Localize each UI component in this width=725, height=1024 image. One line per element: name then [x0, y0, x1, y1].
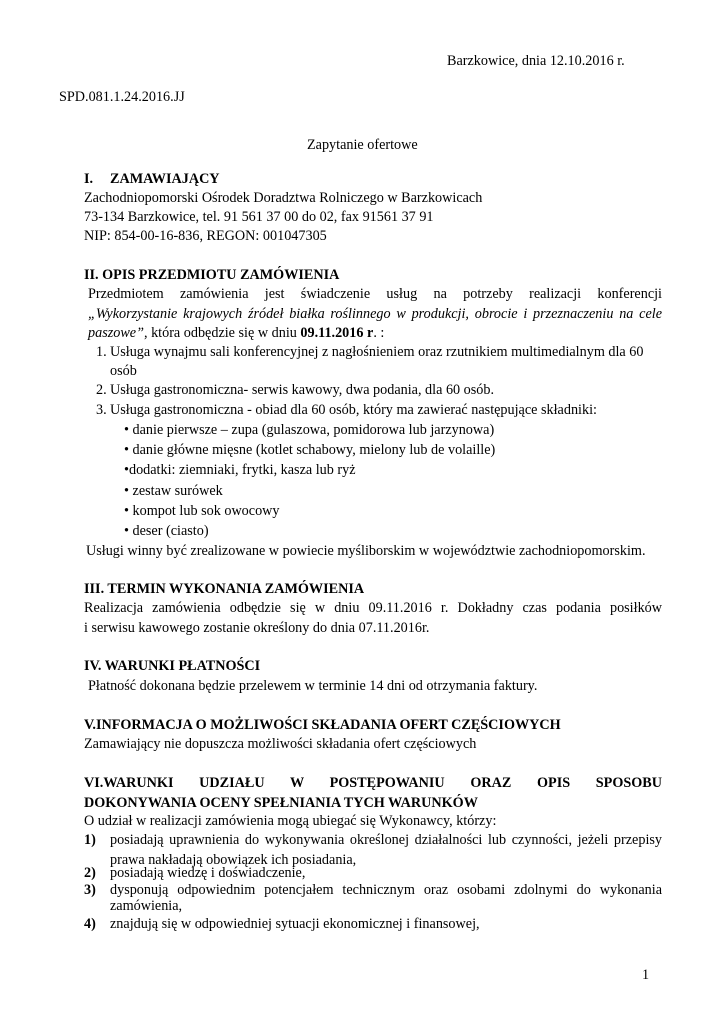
bullet-icon: • — [124, 462, 129, 478]
menu-bullet-4 — [124, 482, 223, 502]
intro-line-2: „Wykorzystanie krajowych źródeł białka roślinnego w produkcji, obrocie i przeznaczeniu na cele — [88, 305, 662, 322]
conference-title-end: paszowe” — [88, 325, 144, 341]
section-2-intro — [88, 285, 662, 344]
partial-offers-info: Zamawiający nie dopuszcza możliwości składania ofert częściowych — [84, 736, 477, 752]
condition-3-line-2: zamówienia, — [110, 897, 183, 914]
place-date: Barzkowice, dnia 12.10.2016 r. — [447, 53, 625, 69]
service-item-3-number: 3. — [96, 402, 107, 418]
service-location: Usługi winny być zrealizowane w powiecie myśliborskim w województwie zachodniopomorskim. — [86, 543, 646, 559]
menu-bullet-2 — [124, 441, 495, 461]
service-item-1-text: Usługa wynajmu sali konferencyjnej z nagłośnieniem oraz rzutnikiem multimedialnym dla 60 — [110, 344, 644, 360]
section-6-heading-line-2: DOKONYWANIA OCENY SPEŁNIANIA TYCH WARUNKÓW — [84, 794, 478, 811]
menu-item-text: kompot lub sok owocowy — [132, 503, 280, 519]
service-item-2-number: 2. — [96, 382, 107, 398]
menu-item-text: danie główne mięsne (kotlet schabowy, mielony lub de volaille) — [132, 442, 496, 458]
service-item-3-text: Usługa gastronomiczna - obiad dla 60 osób, który ma zawierać następujące składniki: — [110, 402, 597, 418]
menu-item-text: zestaw surówek — [132, 483, 223, 499]
bullet-icon: • — [124, 422, 129, 438]
bullet-icon: • — [124, 503, 129, 519]
orderer-name: Zachodniopomorski Ośrodek Doradztwa Rolniczego w Barzkowicach — [84, 190, 483, 206]
document-title: Zapytanie ofertowe — [307, 137, 418, 153]
bullet-icon: • — [124, 483, 129, 499]
menu-item-text: dodatki: ziemniaki, frytki, kasza lub ryż — [128, 462, 356, 478]
menu-bullet-1 — [124, 421, 494, 441]
menu-item-text: deser (ciasto) — [132, 523, 209, 539]
term-line-1: Realizacja zamówienia odbędzie się w dniu 09.11.2016 r. Dokładny czas podania posiłków — [84, 600, 662, 616]
section-3-body — [84, 599, 662, 638]
condition-4-number: 4) — [84, 916, 96, 932]
orderer-ids: NIP: 854-00-16-836, REGON: 001047305 — [84, 228, 327, 244]
section-1-heading: ZAMAWIAJĄCY — [110, 171, 220, 187]
conference-date: 09.11.2016 r — [300, 325, 374, 341]
section-2-heading: II. OPIS PRZEDMIOTU ZAMÓWIENIA — [84, 267, 340, 283]
term-line-2: i serwisu kawowego zostanie określony do dnia 07.11.2016r. — [84, 619, 430, 636]
service-item-1-number: 1. — [96, 344, 107, 360]
intro-line-3 — [88, 324, 662, 344]
intro-line-1: Przedmiotem zamówienia jest świadczenie usług na potrzeby realizacji konferencji — [88, 286, 662, 302]
menu-bullet-3 — [124, 461, 356, 481]
reference-number: SPD.081.1.24.2016.JJ — [59, 89, 185, 105]
page-number: 1 — [642, 967, 650, 983]
section-4-heading: IV. WARUNKI PŁATNOŚCI — [84, 658, 261, 674]
condition-3-number: 3) — [84, 882, 96, 898]
condition-3-line-1: dysponują odpowiednim potencjałem technicznym oraz osobami zdolnymi do wykonania — [110, 882, 662, 898]
conditions-intro: O udział w realizacji zamówienia mogą ubiegać się Wykonawcy, którzy: — [84, 813, 497, 829]
condition-1-line-1: posiadają uprawnienia do wykonywania określonej działalności lub czynności, jeżeli przepisy — [110, 832, 662, 848]
intro-line-end: . : — [373, 325, 385, 341]
condition-1-number: 1) — [84, 832, 96, 848]
section-6-heading — [84, 774, 662, 813]
condition-3 — [110, 881, 662, 916]
condition-2-text: posiadają wiedzę i doświadczenie, — [110, 865, 306, 881]
condition-4-text: znajdują się w odpowiedniej sytuacji ekonomicznej i finansowej, — [110, 916, 480, 932]
bullet-icon: • — [124, 523, 129, 539]
service-item-1-text-cont: osób — [110, 363, 137, 379]
section-6-heading-line-1: VI.WARUNKI UDZIAŁU W POSTĘPOWANIU ORAZ OPIS SPOSOBU — [84, 775, 662, 791]
orderer-address: 73-134 Barzkowice, tel. 91 561 37 00 do 02, fax 91561 37 91 — [84, 209, 434, 225]
section-1-number: I. — [84, 171, 94, 187]
condition-1-line-2: prawa nakładają obowiązek ich posiadania, — [110, 851, 357, 868]
menu-item-text: danie pierwsze – zupa (gulaszowa, pomidorowa lub jarzynowa) — [132, 422, 495, 438]
menu-bullet-5 — [124, 502, 280, 522]
service-item-2-text: Usługa gastronomiczna- serwis kawowy, dwa podania, dla 60 osób. — [110, 382, 495, 398]
condition-2-number: 2) — [84, 865, 96, 881]
intro-date-text: , która odbędzie się w dniu — [143, 325, 301, 341]
section-3-heading: III. TERMIN WYKONANIA ZAMÓWIENIA — [84, 581, 365, 597]
menu-bullet-6 — [124, 522, 209, 542]
payment-terms: Płatność dokonana będzie przelewem w terminie 14 dni od otrzymania faktury. — [88, 678, 538, 694]
section-5-heading: V.INFORMACJA O MOŻLIWOŚCI SKŁADANIA OFERT CZĘŚCIOWYCH — [84, 717, 561, 733]
bullet-icon: • — [124, 442, 129, 458]
